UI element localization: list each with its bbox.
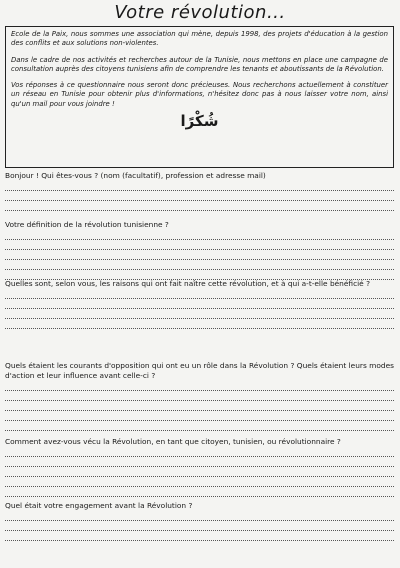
intro-paragraph-3: Vos réponses à ce questionnaire nous seront donc précieuses. Nous recherchons actuellement à constituer un réseau en Tunisie pour obtenir plus d'informations, n'hésitez donc pas à nous laisser votre nom, ainsi qu'un mail pour vous joindre !	[11, 81, 388, 108]
answer-line[interactable]	[5, 250, 394, 260]
question-2: Votre définition de la révolution tunisienne ?	[5, 220, 169, 229]
thanks-arabic: شُكْرًا	[180, 112, 219, 131]
answer-line[interactable]	[5, 319, 394, 329]
answer-line[interactable]	[5, 381, 394, 391]
answer-area-5[interactable]	[5, 447, 394, 497]
question-5: Comment avez-vous vécu la Révolution, en tant que citoyen, tunisien, ou révolutionnaire ?	[5, 437, 341, 446]
answer-line[interactable]	[5, 191, 394, 201]
answer-line[interactable]	[5, 511, 394, 521]
question-1: Bonjour ! Qui êtes-vous ? (nom (facultatif), profession et adresse mail)	[5, 171, 266, 180]
question-block-3	[5, 279, 394, 361]
question-4: Quels étaient les courants d'opposition qui ont eu un rôle dans la Révolution ? Quels étaient leurs modes d'action et leur influence avant celle-ci ?	[5, 361, 394, 380]
answer-line[interactable]	[5, 421, 394, 431]
page-title: Votre révolution...	[114, 2, 286, 23]
intro-paragraph-2: Dans le cadre de nos activités et recherches autour de la Tunisie, nous mettons en place une campagne de consultation auprès des citoyens tunisiens afin de comprendre les tenants et aboutissants de la Révolution.	[11, 55, 388, 73]
question-block-2	[5, 220, 394, 279]
answer-line[interactable]	[5, 531, 394, 541]
answer-line[interactable]	[5, 289, 394, 299]
intro-box	[5, 26, 394, 168]
answer-line[interactable]	[5, 299, 394, 309]
answer-line[interactable]	[5, 391, 394, 401]
intro-paragraph-1: Ecole de la Paix, nous sommes une association qui mène, depuis 1998, des projets d'éducation à la gestion des conflits et aux solutions non-violentes.	[11, 30, 388, 48]
answer-line[interactable]	[5, 457, 394, 467]
answer-area-3[interactable]	[5, 289, 394, 329]
answer-line[interactable]	[5, 201, 394, 211]
answer-line[interactable]	[5, 467, 394, 477]
answer-line[interactable]	[5, 487, 394, 497]
answer-line[interactable]	[5, 401, 394, 411]
answer-line[interactable]	[5, 477, 394, 487]
answer-area-6[interactable]	[5, 511, 394, 541]
questions-list	[5, 171, 394, 546]
answer-line[interactable]	[5, 230, 394, 240]
question-block-6	[5, 501, 394, 546]
answer-line[interactable]	[5, 521, 394, 531]
answer-line[interactable]	[5, 260, 394, 270]
answer-line[interactable]	[5, 447, 394, 457]
question-6: Quel était votre engagement avant la Révolution ?	[5, 501, 193, 510]
answer-line[interactable]	[5, 181, 394, 191]
answer-line[interactable]	[5, 309, 394, 319]
question-block-5	[5, 437, 394, 501]
answer-line[interactable]	[5, 240, 394, 250]
answer-area-4[interactable]	[5, 381, 394, 431]
question-block-4	[5, 361, 394, 437]
question-3: Quelles sont, selon vous, les raisons qui ont fait naître cette révolution, et à qui a-t-elle bénéficié ?	[5, 279, 370, 288]
question-block-1	[5, 171, 394, 220]
answer-line[interactable]	[5, 411, 394, 421]
answer-area-2[interactable]	[5, 230, 394, 280]
answer-area-1[interactable]	[5, 181, 394, 211]
